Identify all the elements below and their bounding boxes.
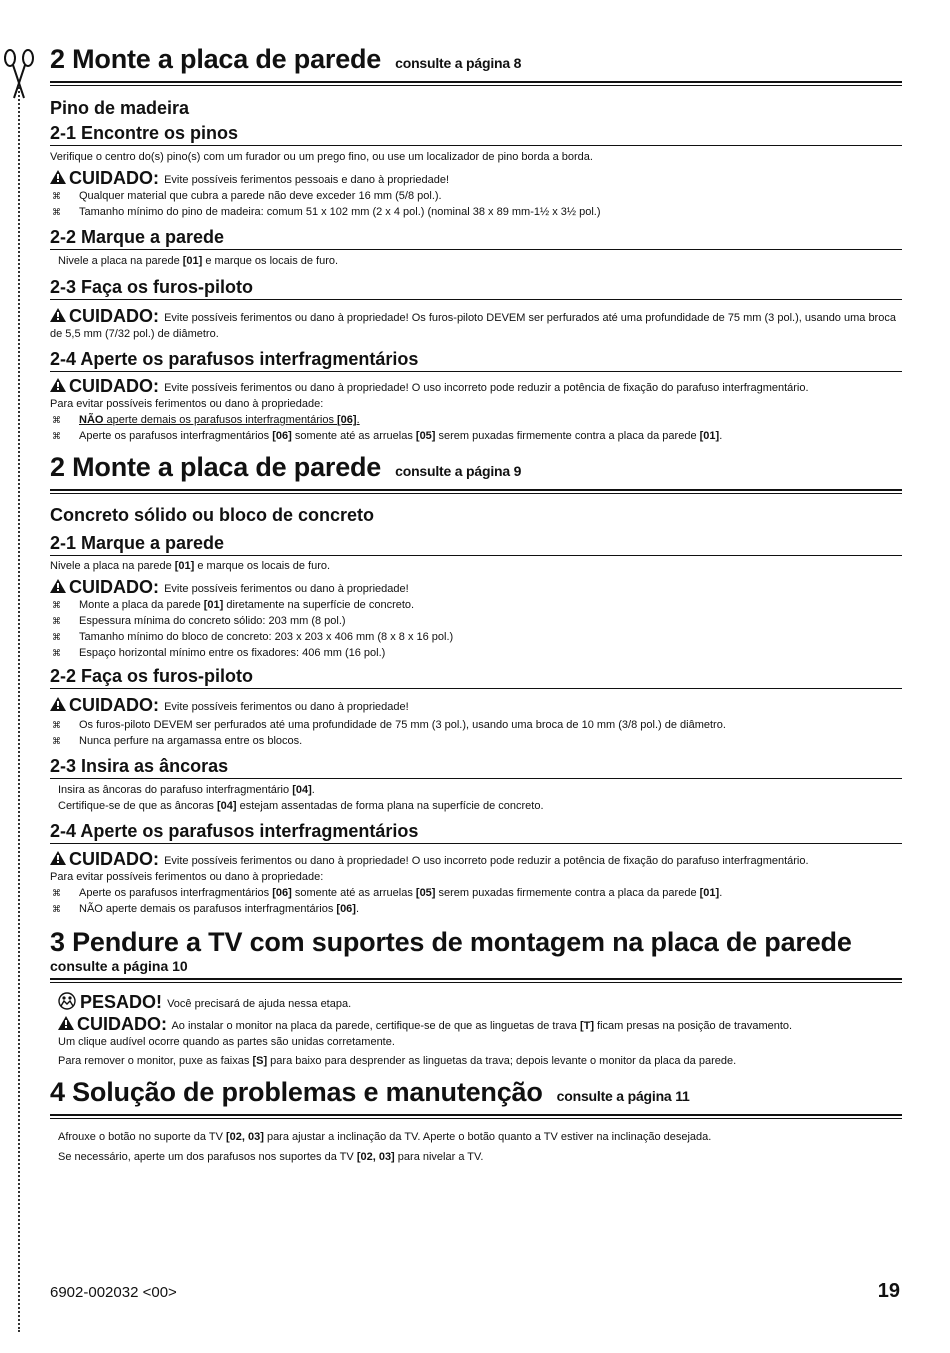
page-reference: consulte a página 10: [50, 958, 188, 974]
caution-text: Para evitar possíveis ferimentos ou dano à propriedade:: [50, 398, 324, 410]
list-item: ⌘ Espessura mínima do concreto sólido: 203 mm (8 pol.): [52, 615, 346, 627]
caution-label: CUIDADO:: [69, 695, 159, 715]
step-heading: 2-2 Faça os furos-piloto: [50, 665, 902, 689]
list-item: ⌘ Tamanho mínimo do bloco de concreto: 203 x 203 x 406 mm (8 x 8 x 16 pol.): [52, 631, 454, 643]
section-title: 2 Monte a placa de parede consulte a página 9: [50, 452, 522, 482]
x-bullet-icon: ⌘: [52, 191, 61, 201]
step-text: Verifique o centro do(s) pino(s) com um furador ou um prego fino, ou use um localizador de pino borda a borda.: [50, 151, 593, 163]
caution-text: Um clique audível ocorre quando as partes são unidas corretamente.: [58, 1036, 395, 1048]
x-bullet-icon: ⌘: [52, 415, 61, 425]
x-bullet-icon: ⌘: [52, 616, 61, 626]
heavy-block: PESADO! Você precisará de ajuda nessa etapa.: [50, 992, 902, 1012]
heavy-label: PESADO!: [80, 992, 163, 1012]
x-bullet-icon: ⌘: [52, 431, 61, 441]
caution-block: CUIDADO: Ao instalar o monitor na placa da parede, certifique-se de que as linguetas de trava [T] ficam presas na posição de travamento.: [50, 1016, 902, 1034]
caution-block: CUIDADO: Evite possíveis ferimentos ou dano à propriedade!: [50, 579, 902, 597]
page-content: [50, 0, 902, 1165]
list-item: ⌘ Aperte os parafusos interfragmentários [06] somente até as arruelas [05] serem puxadas firmemente contra a placa da parede [01].: [52, 430, 723, 442]
list-item: ⌘ Tamanho mínimo do pino de madeira: comum 51 x 102 mm (2 x 4 pol.) (nominal 38 x 89 mm-1½ x 3½ pol.): [52, 206, 601, 218]
step-heading: 2-4 Aperte os parafusos interfragmentários: [50, 820, 902, 844]
list-item: ⌘ Qualquer material que cubra a parede não deve exceder 16 mm (5/8 pol.).: [52, 190, 442, 202]
list-item: ⌘ Aperte os parafusos interfragmentários [06] somente até as arruelas [05] serem puxadas firmemente contra a placa da parede [01].: [52, 887, 723, 899]
caution-block: CUIDADO: Evite possíveis ferimentos ou dano à propriedade! O uso incorreto pode reduzir a potência de fixação do parafuso interfragmentário.: [50, 378, 902, 396]
x-bullet-icon: ⌘: [52, 736, 61, 746]
subsection-title: Pino de madeira: [50, 98, 190, 118]
warning-triangle-icon: [50, 170, 66, 184]
page-reference: consulte a página 11: [556, 1088, 690, 1104]
x-bullet-icon: ⌘: [52, 207, 61, 217]
list-item: ⌘ Os furos-piloto DEVEM ser perfurados até uma profundidade de 75 mm (3 pol.), usando uma broca de 10 mm (3/8 pol.) de diâmetro.: [52, 719, 726, 731]
caution-label: CUIDADO:: [69, 168, 159, 188]
step-heading: 2-3 Faça os furos-piloto: [50, 276, 902, 300]
list-item: ⌘ Nunca perfure na argamassa entre os blocos.: [52, 735, 303, 747]
caution-label: CUIDADO:: [69, 306, 159, 326]
step-text: Nivele a placa na parede [01] e marque os locais de furo.: [50, 560, 331, 572]
page-number: 19: [877, 1280, 900, 1302]
step-heading: 2-1 Marque a parede: [50, 532, 902, 556]
scissors-icon: [2, 48, 36, 100]
caution-label: CUIDADO:: [69, 577, 159, 597]
warning-triangle-icon: [58, 1016, 74, 1030]
caution-block: CUIDADO: Evite possíveis ferimentos pessoais e dano à propriedade!: [50, 170, 902, 188]
caution-block: CUIDADO: Evite possíveis ferimentos ou dano à propriedade! O uso incorreto pode reduzir a potência de fixação do parafuso interfragmentário.: [50, 851, 902, 869]
list-item: ⌘ Monte a placa da parede [01] diretamente na superfície de concreto.: [52, 599, 415, 611]
caution-block: CUIDADO: Evite possíveis ferimentos ou dano à propriedade! Os furos-piloto DEVEM ser perfurados até uma profundidade de 75 mm (3 pol.), usando uma broca de 5,5 mm (7/32 pol.) de diâmetro.: [50, 306, 896, 340]
caution-list: [50, 885, 902, 917]
caution-label: CUIDADO:: [69, 376, 159, 396]
document-code: 6902-002032 <00>: [50, 1284, 177, 1301]
caution-label: CUIDADO:: [77, 1014, 167, 1034]
warning-triangle-icon: [50, 308, 66, 322]
warning-triangle-icon: [50, 579, 66, 593]
step-text: Afrouxe o botão no suporte da TV [02, 03] para ajustar a inclinação da TV. Aperte o botão quanto a TV estiver na inclinação desejada.: [58, 1131, 712, 1143]
step-text: Insira as âncoras do parafuso interfragmentário [04].: [58, 784, 315, 796]
page-reference: consulte a página 9: [395, 463, 522, 479]
caution-block: CUIDADO: Evite possíveis ferimentos ou dano à propriedade!: [50, 697, 902, 715]
heavy-lift-icon: [58, 992, 76, 1010]
caution-text: Para evitar possíveis ferimentos ou dano à propriedade:: [50, 871, 324, 883]
x-bullet-icon: ⌘: [52, 600, 61, 610]
x-bullet-icon: ⌘: [52, 648, 61, 658]
x-bullet-icon: ⌘: [52, 888, 61, 898]
cut-line: [18, 80, 20, 1332]
step-heading: 2-3 Insira as âncoras: [50, 755, 902, 779]
step-heading: 2-2 Marque a parede: [50, 226, 902, 250]
step-text: Se necessário, aperte um dos parafusos nos suportes da TV [02, 03] para nivelar a TV.: [58, 1151, 484, 1163]
x-bullet-icon: ⌘: [52, 720, 61, 730]
caution-label: CUIDADO:: [69, 849, 159, 869]
subsection-title: Concreto sólido ou bloco de concreto: [50, 505, 375, 525]
caution-list: [50, 717, 902, 749]
page-reference: consulte a página 8: [395, 55, 522, 71]
step-heading: 2-1 Encontre os pinos: [50, 122, 902, 146]
list-item: ⌘ Espaço horizontal mínimo entre os fixadores: 406 mm (16 pol.): [52, 647, 386, 659]
step-heading: 2-4 Aperte os parafusos interfragmentários: [50, 348, 902, 372]
caution-text: Para remover o monitor, puxe as faixas [S] para baixo para desprender as linguetas da trava; depois levante o monitor da placa da parede.: [58, 1055, 737, 1067]
section-title: 2 Monte a placa de parede consulte a página 8: [50, 44, 522, 74]
warning-triangle-icon: [50, 851, 66, 865]
list-item: ⌘ NÃO aperte demais os parafusos interfragmentários [06].: [52, 414, 360, 426]
warning-triangle-icon: [50, 697, 66, 711]
section-title: 3 Pendure a TV com suportes de montagem na placa de parede: [50, 927, 852, 957]
list-item: ⌘ NÃO aperte demais os parafusos interfragmentários [06].: [52, 903, 360, 915]
caution-list: [50, 188, 902, 220]
caution-list: [50, 597, 902, 661]
step-text: Certifique-se de que as âncoras [04] estejam assentadas de forma plana na superfície de concreto.: [58, 800, 544, 812]
warning-triangle-icon: [50, 378, 66, 392]
x-bullet-icon: ⌘: [52, 904, 61, 914]
caution-list: [50, 412, 902, 444]
x-bullet-icon: ⌘: [52, 632, 61, 642]
step-text: Nivele a placa na parede [01] e marque os locais de furo.: [58, 255, 339, 267]
section-title: 4 Solução de problemas e manutenção consulte a página 11: [50, 1077, 690, 1107]
